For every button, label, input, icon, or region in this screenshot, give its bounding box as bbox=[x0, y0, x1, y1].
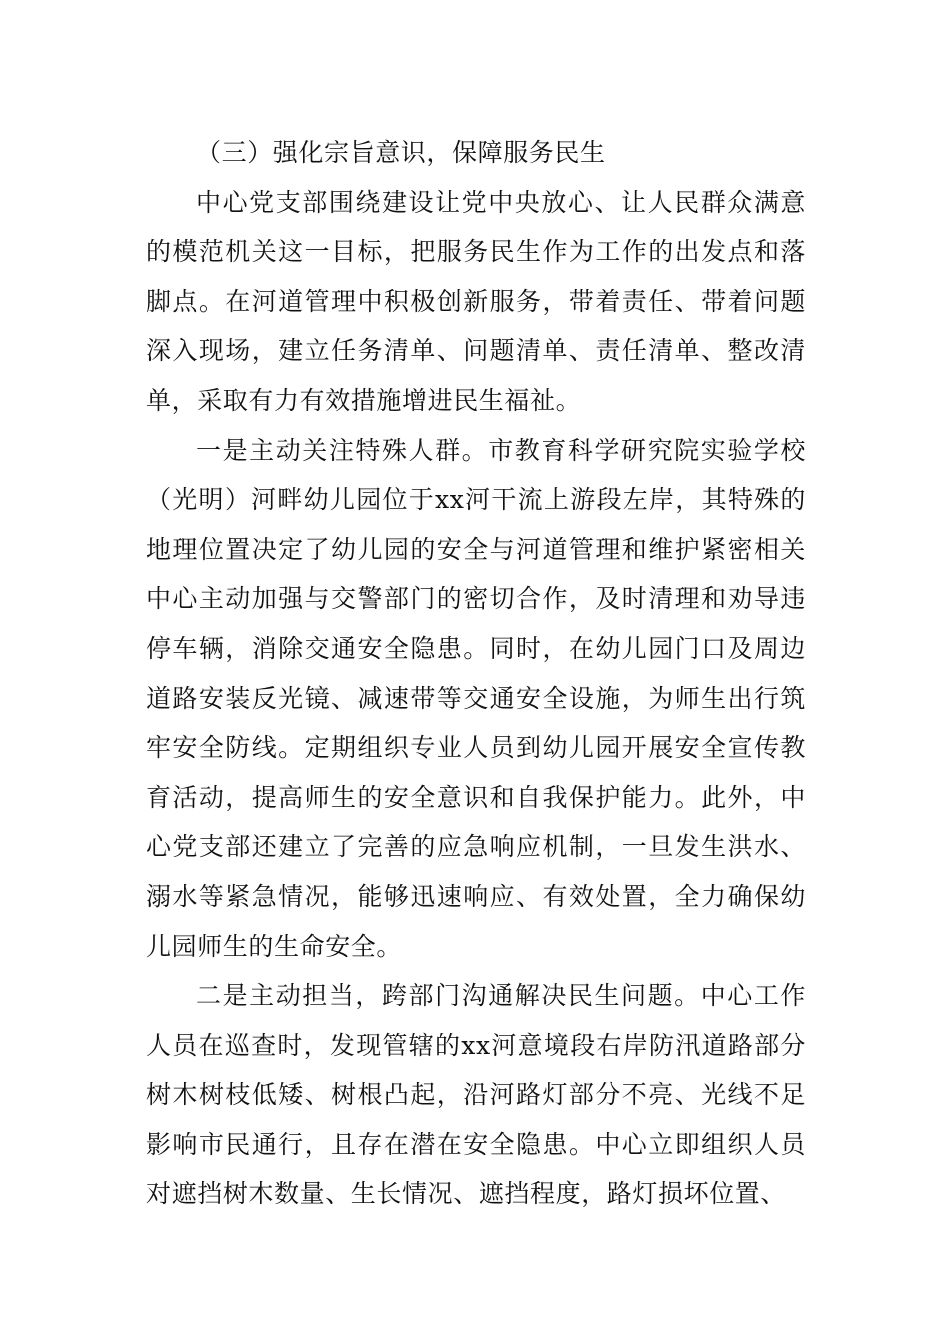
document-body bbox=[146, 128, 806, 1219]
paragraph-intro: 中心党支部围绕建设让党中央放心、让人民群众满意的模范机关这一目标，把服务民生作为工作的出发点和落脚点。在河道管理中积极创新服务，带着责任、带着问题深入现场，建立任务清单、问题清单、责任清单、整改清单，采取有力有效措施增进民生福祉。 bbox=[146, 187, 806, 415]
paragraph-item-one: 一是主动关注特殊人群。市教育科学研究院实验学校（光明）河畔幼儿园位于xx河干流上游段左岸，其特殊的地理位置决定了幼儿园的安全与河道管理和维护紧密相关中心主动加强与交警部门的密切合作，及时清理和劝导违停车辆，消除交通安全隐患。同时，在幼儿园门口及周边道路安装反光镜、减速带等交通安全设施，为师生出行筑牢安全防线。定期组织专业人员到幼儿园开展安全宣传教育活动，提高师生的安全意识和自我保护能力。此外，中心党支部还建立了完善的应急响应机制，一旦发生洪水、溺水等紧急情况，能够迅速响应、有效处置，全力确保幼儿园师生的生命安全。 bbox=[146, 435, 806, 961]
section-heading: （三）强化宗旨意识，保障服务民生 bbox=[196, 138, 606, 167]
paragraph-item-two: 二是主动担当，跨部门沟通解决民生问题。中心工作人员在巡查时，发现管辖的xx河意境段右岸防汛道路部分树木树枝低矮、树根凸起，沿河路灯部分不亮、光线不足影响市民通行，且存在潜在安全隐患。中心立即组织人员对遮挡树木数量、生长情况、遮挡程度，路灯损坏位置、 bbox=[146, 981, 806, 1209]
